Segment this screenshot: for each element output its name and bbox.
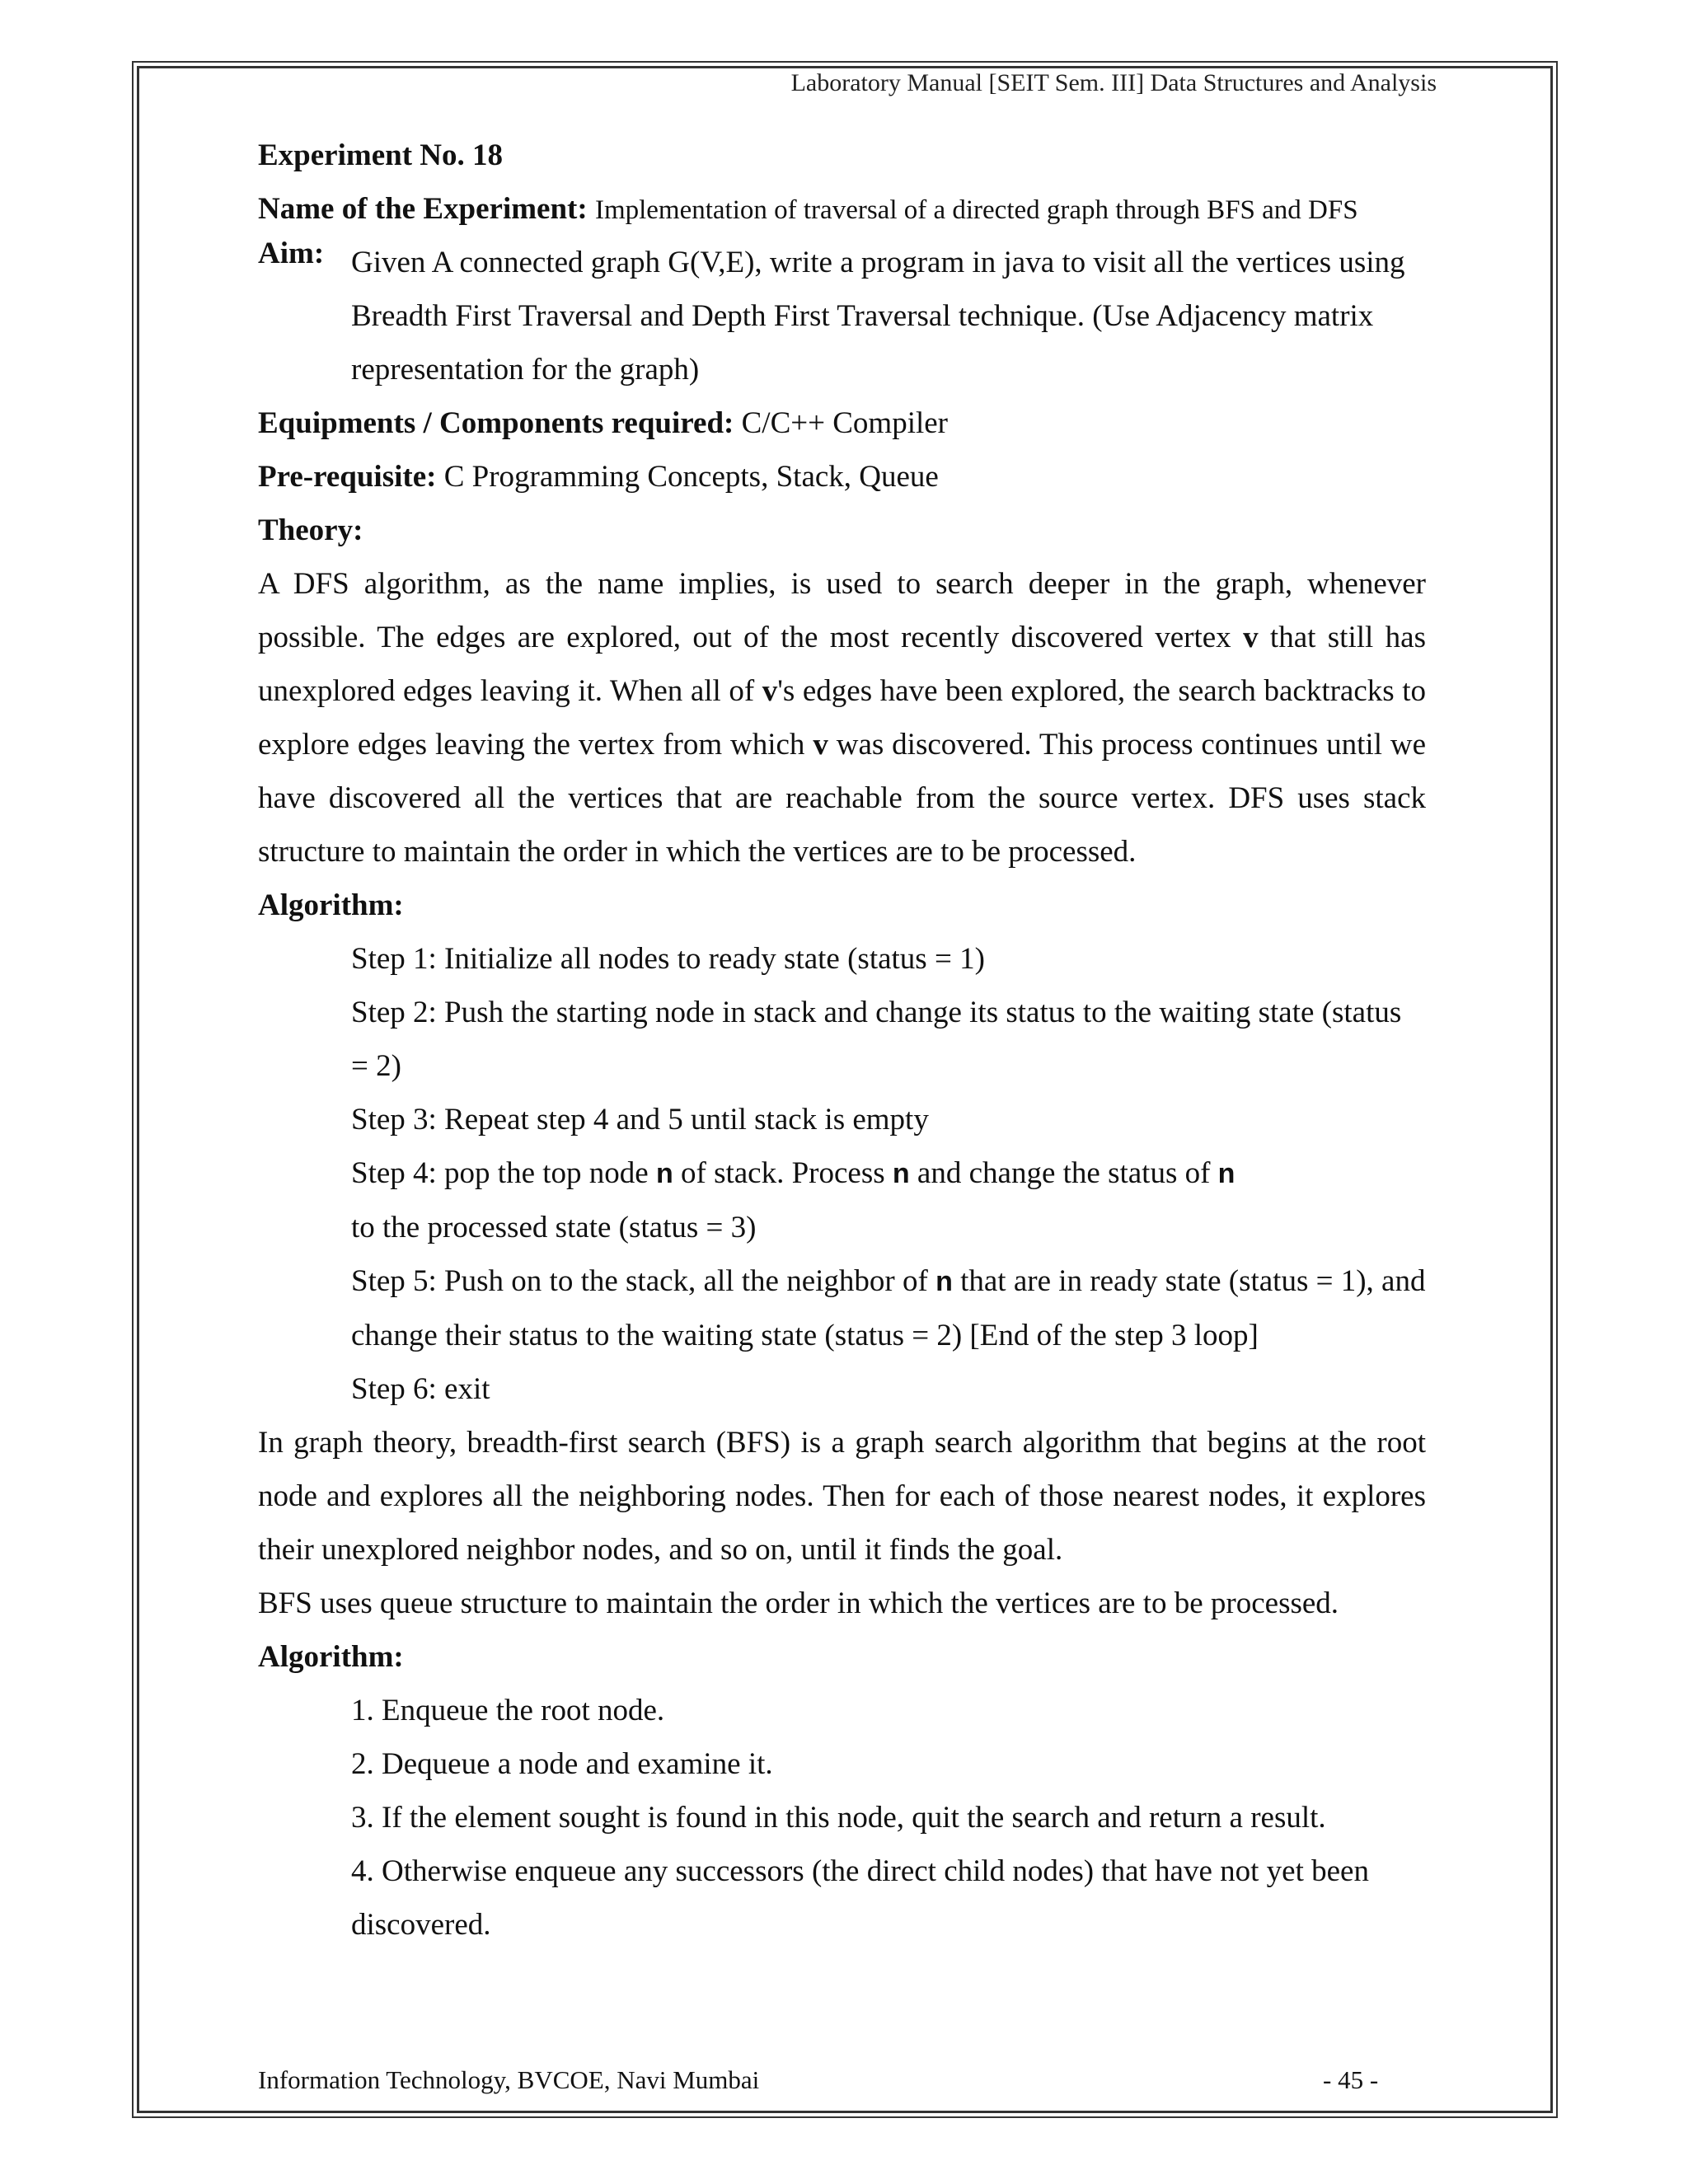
aim (258, 236, 1426, 396)
dfs-step-5-text-a: Step 5: Push on to the stack, all the neighbor of (351, 1264, 936, 1298)
vertex-v-1: v (1243, 621, 1259, 654)
equipments-label: Equipments / Components required: (258, 406, 734, 440)
dfs-text-2: that still has unexplored edges leaving it. When all of (258, 621, 1426, 708)
bfs-step-2: 2. Dequeue a node and examine it. (351, 1747, 773, 1781)
dfs-step-2: Step 2: Push the starting node in stack and change its status to the waiting state (status = 2) (351, 996, 1402, 1083)
dfs-step-4-text-d: to the processed state (status = 3) (351, 1211, 757, 1244)
experiment-name (258, 182, 1426, 236)
dfs-step-5 (351, 1254, 1426, 1362)
experiment-name-value: Implementation of traversal of a directed graph through BFS and DFS (594, 195, 1358, 225)
page-number: - 45 - (1323, 2065, 1379, 2094)
dfs-step-4-text-c: and change the status of (909, 1156, 1218, 1190)
aim-text: Given A connected graph G(V,E), write a program in java to visit all the vertices using Breadth First Traversal and Depth First Traversal technique. (Use Adjacency matrix representation for the graph) (351, 246, 1405, 387)
dfs-step-5-text-b: that are in ready state (status = 1), and change their status to the waiting state (status = 2) [End of the step 3 loop] (351, 1264, 1426, 1352)
prerequisite-value: C Programming Concepts, Stack, Queue (443, 460, 939, 494)
footer-institution: Information Technology, BVCOE, Navi Mumbai (258, 2065, 760, 2094)
bfs-steps (258, 1684, 1426, 1952)
vertex-v-3: v (813, 728, 828, 762)
dfs-text-3: 's edges have been explored, the search backtracks to explore edges leaving the vertex from which (258, 674, 1426, 762)
dfs-step-4-text-b: of stack. Process (673, 1156, 893, 1190)
equipments-value: C/C++ Compiler (741, 406, 949, 440)
bfs-queue-line: BFS uses queue structure to maintain the order in which the vertices are to be processed. (258, 1586, 1339, 1620)
dfs-steps (258, 932, 1426, 1416)
dfs-step-4-text-a: Step 4: pop the top node (351, 1156, 656, 1190)
dfs-algorithm-heading: Algorithm: (258, 888, 404, 922)
bfs-paragraph: In graph theory, breadth-first search (BFS) is a graph search algorithm that begins at the root node and explores all the neighboring nodes. Then for each of those nearest nodes, it explores their unexplored neighbor nodes, and so on, until it finds the goal. (258, 1426, 1426, 1567)
vertex-v-2: v (762, 674, 778, 708)
theory-heading: Theory: (258, 513, 363, 547)
node-n-2: n (892, 1158, 910, 1189)
dfs-paragraph (258, 557, 1426, 879)
equipments (258, 396, 1426, 450)
page-content (258, 129, 1426, 1952)
node-n-3: n (1217, 1158, 1236, 1189)
prerequisite-label: Pre-requisite: (258, 460, 437, 494)
dfs-step-3: Step 3: Repeat step 4 and 5 until stack is empty (351, 1103, 929, 1137)
bfs-step-3: 3. If the element sought is found in this node, quit the search and return a result. (351, 1801, 1326, 1835)
bfs-algorithm-heading: Algorithm: (258, 1640, 404, 1674)
dfs-step-1: Step 1: Initialize all nodes to ready state (status = 1) (351, 942, 985, 976)
dfs-step-6: Step 6: exit (351, 1372, 490, 1406)
experiment-name-label: Name of the Experiment: (258, 192, 588, 226)
running-header: Laboratory Manual [SEIT Sem. III] Data Structures and Analysis (790, 69, 1437, 96)
dfs-step-4 (351, 1146, 1426, 1254)
aim-label: Aim: (258, 237, 325, 270)
bfs-step-4: 4. Otherwise enqueue any successors (the direct child nodes) that have not yet been discovered. (351, 1854, 1369, 1942)
node-n-1: n (655, 1158, 673, 1189)
bfs-step-1: 1. Enqueue the root node. (351, 1694, 665, 1727)
prerequisite (258, 450, 1426, 504)
dfs-text-4: was discovered. This process continues until we have discovered all the vertices that are reachable from the source vertex. DFS uses stack structure to maintain the order in which the vertices are to be processed. (258, 728, 1427, 869)
node-n-4: n (935, 1266, 953, 1297)
dfs-text-1: A DFS algorithm, as the name implies, is used to search deeper in the graph, whenever possible. The edges are explored, out of the most recently discovered vertex (258, 567, 1426, 654)
experiment-number: Experiment No. 18 (258, 138, 503, 172)
